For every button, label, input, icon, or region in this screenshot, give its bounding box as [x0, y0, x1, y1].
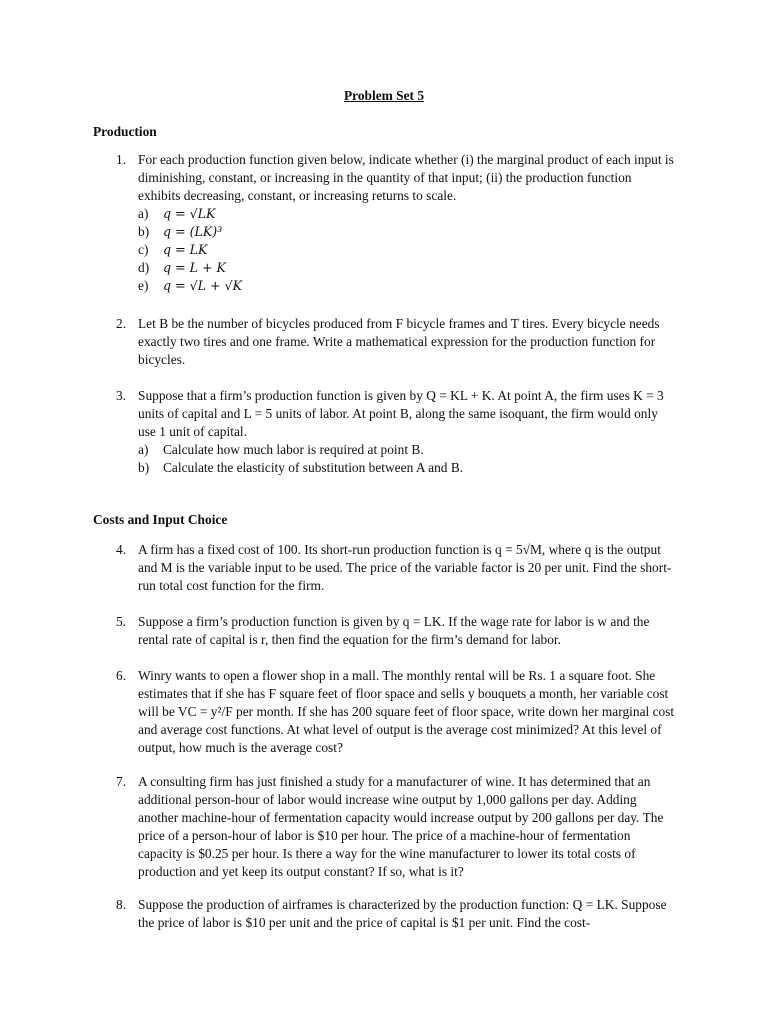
subproblem-text: q = √LK [163, 206, 216, 221]
problem-text: For each production function given below, indicate whether (i) the marginal product of each input is diminishing, constant, or increasing in the quantity of that input; (ii) the production function exhibits decreasing, constant, or increasing returns to scale. [138, 152, 674, 203]
subproblem-list [138, 441, 676, 477]
section-heading-production: Production [93, 124, 157, 139]
subproblem-text: Calculate the elasticity of substitution between A and B. [163, 460, 464, 475]
subproblem-label: c) [138, 242, 149, 257]
subproblem-label: a) [138, 442, 149, 457]
problem-7 [116, 773, 676, 881]
problem-8 [116, 896, 676, 932]
subproblem-item [138, 223, 676, 241]
problem-text: A firm has a fixed cost of 100. Its short-run production function is q = 5√M, where q is the output and M is the variable input to be used. The price of the variable factor is 20 per unit. Find the short-run total cost function for the firm. [138, 542, 672, 593]
problem-number: 5. [116, 614, 127, 629]
subproblem-label: e) [138, 278, 149, 293]
subproblem-text: q = (LK)³ [163, 224, 223, 239]
problem-number: 8. [116, 897, 127, 912]
page-title: Problem Set 5 [343, 88, 425, 103]
subproblem-item [138, 241, 676, 259]
subproblem-label: b) [138, 460, 150, 475]
subproblem-label: d) [138, 260, 150, 275]
subproblem-list [138, 205, 676, 295]
subproblem-text: q = L + K [163, 260, 226, 275]
subproblem-item [138, 205, 676, 223]
subproblem-label: b) [138, 224, 150, 239]
problem-text: Suppose a firm’s production function is given by q = LK. If the wage rate for labor is w and the rental rate of capital is r, then find the equation for the firm’s demand for labor. [138, 614, 650, 647]
problem-text: Suppose the production of airframes is characterized by the production function: Q = LK. Suppose the price of labor is $10 per unit and the price of capital is $1 per unit. Find the cost- [138, 897, 667, 930]
problem-number: 6. [116, 668, 127, 683]
subproblem-text: q = LK [163, 242, 208, 257]
problem-text: A consulting firm has just finished a study for a manufacturer of wine. It has determined that an additional person-hour of labor would increase wine output by 1,000 gallons per day. Adding another machine-hour of fermentation capacity would increase output by 200 gallons per day. The price of a person-hour of labor is $10 per hour. The price of a machine-hour of fermentation capacity is $0.25 per hour. Is there a way for the wine manufacturer to lower its total costs of production and yet keep its output constant? If so, what is it? [138, 774, 664, 879]
section-heading-costs: Costs and Input Choice [93, 512, 228, 527]
problem-text: Winry wants to open a flower shop in a mall. The monthly rental will be Rs. 1 a square foot. She estimates that if she has F square feet of floor space and sells y bouquets a month, her variable cost will be VC = y²/F per month. If she has 200 square feet of floor space, write down her marginal cost and average cost functions. At what level of output is the average cost minimized? At this level of output, how much is the average cost? [138, 668, 675, 755]
problem-5 [116, 613, 676, 649]
subproblem-text: Calculate how much labor is required at point B. [163, 442, 424, 457]
problem-6 [116, 667, 676, 757]
subproblem-text: q = √L + √K [163, 278, 242, 293]
problem-number: 4. [116, 542, 127, 557]
problem-number: 3. [116, 388, 127, 403]
subproblem-label: a) [138, 206, 149, 221]
problem-text: Suppose that a firm’s production function is given by Q = KL + K. At point A, the firm uses K = 3 units of capital and L = 5 units of labor. At point B, along the same isoquant, the firm would only use 1 unit of capital. [138, 388, 664, 439]
subproblem-item [138, 259, 676, 277]
subproblem-item [138, 277, 676, 295]
problem-number: 7. [116, 774, 127, 789]
subproblem-item [138, 441, 676, 459]
subproblem-item [138, 459, 676, 477]
problem-3 [116, 387, 676, 477]
problem-1 [116, 151, 676, 295]
problem-number: 2. [116, 316, 127, 331]
problem-number: 1. [116, 152, 127, 167]
problem-text: Let B be the number of bicycles produced from F bicycle frames and T tires. Every bicycle needs exactly two tires and one frame. Write a mathematical expression for the production function for bicycles. [138, 316, 660, 367]
problem-2 [116, 315, 676, 369]
problem-4 [116, 541, 676, 595]
